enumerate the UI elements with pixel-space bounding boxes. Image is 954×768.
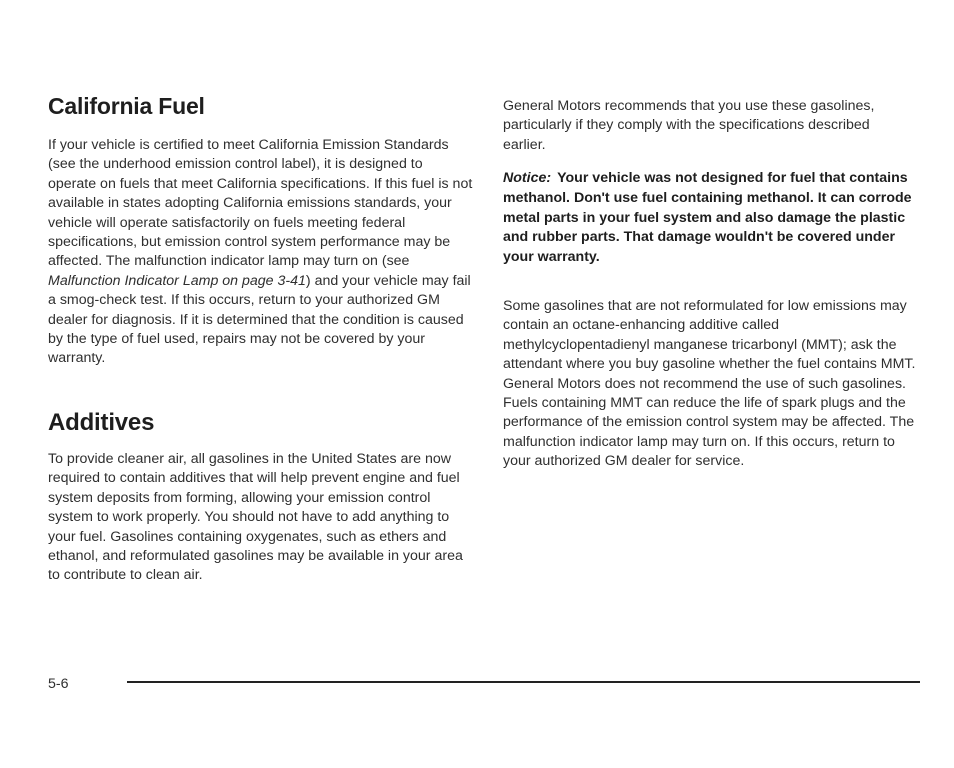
california-fuel-paragraph [48,136,474,369]
california-body-part2: ) and your vehicle may fail a smog-check test. If this occurs, return to your authorized GM dealer for diagnosis. If it is determined that the condition is caused by the type of fuel used, repairs may not be covered by your warranty. [48,272,471,367]
notice-label: Notice: [503,170,552,186]
california-body-part1: If your vehicle is certified to meet California Emission Standards (see the underhood emission control label), it is designed to operate on fuels that meet California specifications. If this fuel is not available in states adopting California emissions standards, your vehicle will operate satisfactorily on fuels meeting federal specifications, but emission control system performance may be affected. The malfunction indicator lamp may turn on (see [48,137,473,270]
california-fuel-heading: California Fuel [48,93,205,119]
page-number: 5-6 [48,676,69,692]
additives-heading: Additives [48,409,155,436]
gm-recommendation-paragraph: General Motors recommends that you use these gasolines, particularly if they comply with the specifications described earlier. [503,98,875,153]
notice-block [503,169,925,268]
mmt-paragraph: Some gasolines that are not reformulated for low emissions may contain an octane-enhancing additive called methylcyclopentadienyl manganese tricarbonyl (MMT); ask the attendant where you buy gasoline whether the fuel contains MMT. General Motors does not recommend the use of such gasolines. Fuels containing MMT can reduce the life of spark plugs and the performance of the emission control system may be affected. The malfunction indicator lamp may turn on. If this occurs, return to your authorized GM dealer for service. [503,298,916,470]
footer-rule [127,681,920,683]
notice-text: Your vehicle was not designed for fuel that contains methanol. Don't use fuel containing methanol. It can corrode metal parts in your fuel system and also damage the plastic and rubber parts. That damage wouldn't be covered under your warranty. [503,170,912,266]
malfunction-lamp-reference[interactable]: Malfunction Indicator Lamp on page 3-41 [48,272,306,289]
additives-paragraph: To provide cleaner air, all gasolines in the United States are now required to contain additives that will help prevent engine and fuel system deposits from forming, allowing your emission control system to work properly. You should not have to add anything to your fuel. Gasolines containing oxygenates, such as ethers and ethanol, and reformulated gasolines may be available in your area to contribute to clean air. [48,451,463,584]
